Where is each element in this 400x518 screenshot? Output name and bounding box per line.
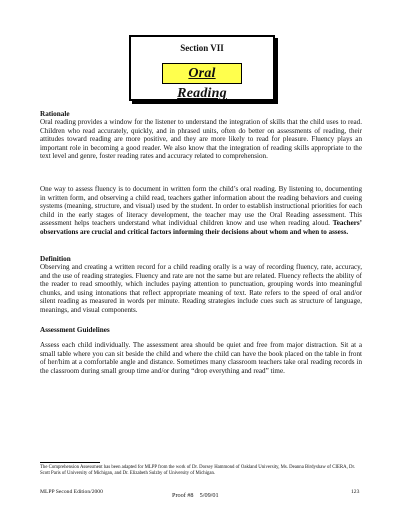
title-highlight-box bbox=[162, 63, 242, 101]
page-number: 123 bbox=[351, 489, 360, 495]
footer-proof: Proof #8 5/09/01 bbox=[172, 492, 219, 499]
rationale-paragraph-2-bold: Teachers’ observations are crucial and critical factors informing their decisions about whom and when to assess. bbox=[40, 219, 362, 236]
rationale-paragraph-1: Oral reading provides a window for the listener to understand the integration of skills that the child uses to read. Children who read accurately, quickly, and in phrased units, often do better on assessments of reading, their attitudes toward reading are more positive, and they are more likely to read for pleasure. Fluency plays an important role in becoming a good reader. We also know that the integration of reading skills appropriate to the text level and genre, foster reading rates and accuracy related to comprehension. bbox=[40, 118, 362, 161]
definition-heading: Definition bbox=[40, 255, 71, 263]
rationale-heading: Rationale bbox=[40, 110, 70, 118]
footnote-rule bbox=[40, 462, 100, 463]
footer-edition: MLPP Second Edition/2000 bbox=[40, 489, 103, 495]
rationale-paragraph-2-text: One way to assess fluency is to document in written form the child’s oral reading. By listening to, documenting in written form, and observing a child read, teachers gather information about the reading behaviors and cueing systems (meaning, structure, and visual) used by the student. In order to establish instructional priorities for each child in the early stages of literacy development, the teacher may use the Oral Reading assessment. This assessment helps teachers understand what individual children know and use when reading aloud. bbox=[40, 185, 362, 228]
page-title: Oral Reading bbox=[177, 66, 227, 101]
guidelines-paragraph: Assess each child individually. The assessment area should be quiet and free from major distraction. Sit at a small table where you can sit beside the child and where the child can have the book placed on the table in front of her/him at a comfortable angle and distance. Sometimes many classroom teachers take oral reading records in the classroom during small group time and/or during “drop everything and read” time. bbox=[40, 341, 362, 375]
guidelines-heading: Assessment Guidelines bbox=[40, 326, 110, 334]
rationale-paragraph-2 bbox=[40, 185, 362, 237]
section-label: Section VII bbox=[180, 43, 224, 53]
definition-paragraph: Observing and creating a written record for a child reading orally is a way of recording fluency, rate, accuracy, and the use of reading strategies. Fluency and rate are not the same but are related. Fluency reflects the ability of the reader to read smoothly, which includes paying attention to punctuation, grouping words into meaningful chunks, and using intonations that reflect appropriate meaning of text. Rate refers to the speed of oral and/or silent reading as measured in words per minute. Reading strategies include cues such as structure of language, meanings, and visual components. bbox=[40, 263, 362, 314]
section-header-box bbox=[129, 35, 275, 101]
footnote: The Comprehension Assessment has been adapted for MLPP from the work of Dr. Dorsey Hammond of Oakland University, Ms. Deanna Birdyshaw of CIERA, Dr. Scott Paris of University of Michigan, and Dr. Elizabeth Sulzby of University of Michigan. bbox=[40, 465, 355, 476]
